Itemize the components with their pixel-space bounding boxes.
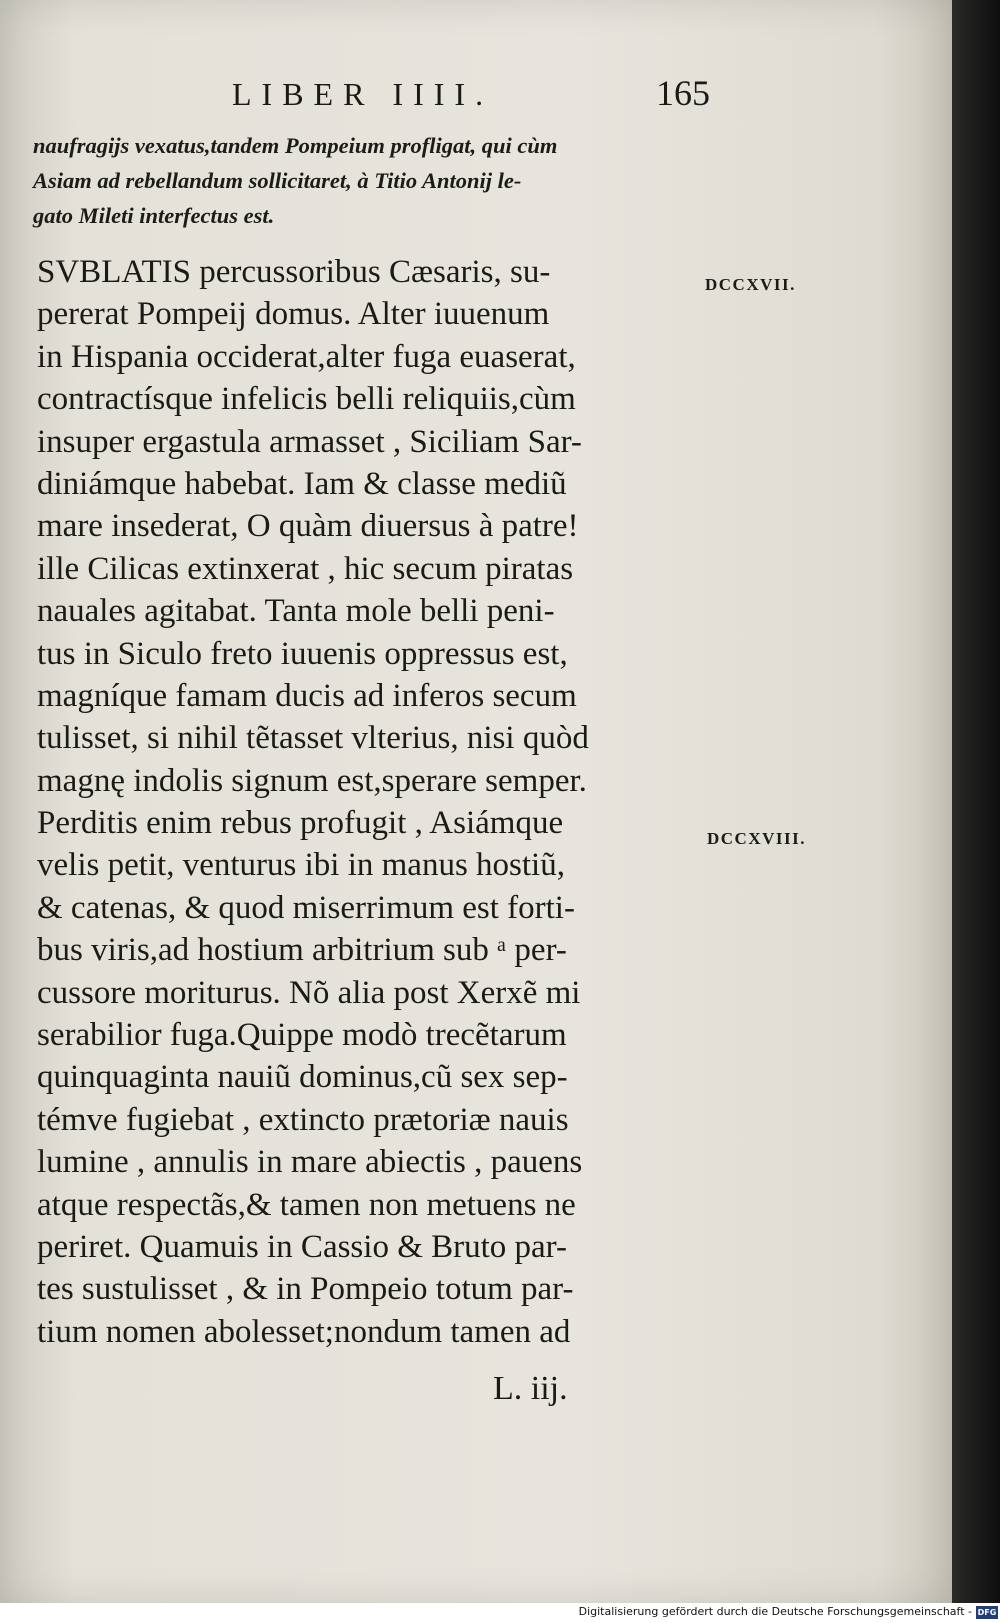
text-line: témve fugiebat , extincto prætoriæ nauis xyxy=(37,1101,569,1138)
text-line: lumine , annulis in mare abiectis , pauens xyxy=(37,1144,583,1181)
page-header xyxy=(190,73,710,128)
signature-mark: L. iij. xyxy=(493,1370,568,1407)
text-line: bus viris,ad hostium arbitrium sub ᵃ per- xyxy=(37,932,567,969)
footer-bar xyxy=(0,1603,1000,1623)
text-line: nauales agitabat. Tanta mole belli peni- xyxy=(37,593,555,630)
text-line: tus in Siculo freto iuuenis oppressus est, xyxy=(37,635,568,672)
running-head: LIBER IIII. xyxy=(232,76,494,112)
text-line: quinquaginta nauiũ dominus,cũ sex sep- xyxy=(37,1059,568,1096)
text-line: tium nomen abolesset;nondum tamen ad xyxy=(37,1313,571,1350)
text-line: serabilior fuga.Quippe modò trecẽtarum xyxy=(37,1017,567,1054)
text-line: ille Cilicas extinxerat , hic secum piratas xyxy=(37,550,574,587)
text-line: in Hispania occiderat,alter fuga euaserat, xyxy=(37,338,576,375)
marginal-year-note: DCCXVII. xyxy=(705,275,796,294)
text-line: magnę indolis signum est,sperare semper. xyxy=(37,762,587,799)
dfg-logo: DFG xyxy=(977,1608,997,1617)
page-number: 165 xyxy=(656,73,710,113)
text-line: Perditis enim rebus profugit , Asiámque xyxy=(37,805,564,842)
text-line: pererat Pompeij domus. Alter iuuenum xyxy=(37,296,550,333)
page-edge-shadow xyxy=(952,0,1000,1603)
chapter-summary xyxy=(33,128,703,233)
text-line: cussore moriturus. Nõ alia post Xerxẽ mi xyxy=(37,974,581,1011)
summary-line: Asiam ad rebellandum sollicitaret, à Titio Antonij le- xyxy=(33,168,522,193)
text-line: insuper ergastula armasset , Siciliam Sar- xyxy=(37,423,582,460)
text-line: diniámque habebat. Iam & classe mediũ xyxy=(37,465,567,502)
text-line: magníque famam ducis ad inferos secum xyxy=(37,677,577,714)
text-line: atque respectãs,& tamen non metuens ne xyxy=(37,1186,576,1223)
text-line: SVBLATIS percussoribus Cæsaris, su- xyxy=(37,254,551,290)
marginal-year-note: DCCXVIII. xyxy=(707,829,806,848)
text-line: velis petit, venturus ibi in manus hostiũ, xyxy=(37,847,565,884)
text-line: periret. Quamuis in Cassio & Bruto par- xyxy=(37,1228,567,1265)
footer-credit: Digitalisierung gefördert durch die Deutsche Forschungsgemeinschaft - xyxy=(578,1605,972,1618)
summary-line: naufragijs vexatus,tandem Pompeium profligat, qui cùm xyxy=(33,133,558,158)
text-line: tes sustulisset , & in Pompeio totum par- xyxy=(37,1271,574,1308)
summary-line: gato Mileti interfectus est. xyxy=(33,203,275,228)
text-line: contractísque infelicis belli reliquiis,cùm xyxy=(37,381,576,418)
body-text xyxy=(37,251,697,1353)
text-line: mare insederat, O quàm diuersus à patre! xyxy=(37,508,579,545)
text-line: & catenas, & quod miserrimum est forti- xyxy=(37,889,575,926)
text-line: tulisset, si nihil tẽtasset vlterius, nisi quòd xyxy=(37,720,589,757)
